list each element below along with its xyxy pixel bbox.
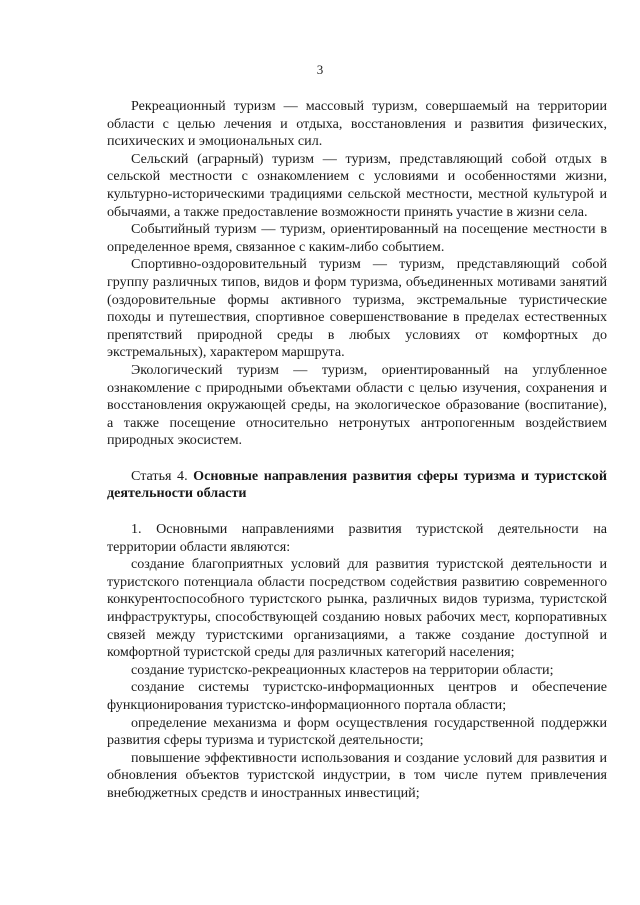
definition-ecological-tourism: Экологический туризм — туризм, ориентированный на углубленное ознакомление с природными объектами области с целью изучения, сохранения и восстановления окружающей среды, на экологическое образование (воспитание), а также посещение относительно нетронутых антропогенным воздействием природных экосистем. [107,361,607,449]
article-title: Основные направления развития сферы туризма и туристской деятельности области [107,467,607,502]
section-intro: 1. Основными направлениями развития туристской деятельности на территории области являются: [107,521,607,555]
list-item: повышение эффективности использования и создание условий для развития и обновления объектов туристской индустрии, в том числе путем привлечения внебюджетных средств и иностранных инвестиций; [107,749,607,801]
list-item: создание туристско-рекреационных кластеров на территории области; [131,661,554,678]
definition-rural-tourism: Сельский (аграрный) туризм — туризм, представляющий собой отдых в сельской местности с ознакомлением с условиями и особенностями жизни, культурно-историческими традициями сельской местности, местной культурой и обычаями, а также предоставление возможности принять участие в жизни села. [107,150,607,220]
list-item: создание системы туристско-информационных центров и обеспечение функционирования туристско-информационного портала области; [107,679,607,713]
definition-event-tourism: Событийный туризм — туризм, ориентированный на посещение местности в определенное время, связанное с каким-либо событием. [107,221,607,255]
page-body [107,98,607,803]
definition-sports-tourism: Спортивно-оздоровительный туризм — туризм, представляющий собой группу различных типов, видов и форм туризма, объединенных мотивами занятий (оздоровительные формы активного туризма, экстремальные туристические походы и путешествия, спортивное совершенствование в пределах естественных препятствий природной среды в любых условиях от комфортных до экстремальных), характером маршрута. [107,256,607,361]
article-label: Статья 4. [131,467,188,484]
page-number: 3 [316,62,324,77]
article-heading [107,468,607,503]
list-item: создание благоприятных условий для развития туристской деятельности и туристского потенциала области посредством содействия развитию современного конкурентоспособного туристского рынка, различных видов туризма, туристской инфраструктуры, способствующей созданию новых рабочих мест, корпоративных связей между туристскими организациями, а также создание доступной и комфортной туристской среды для различных категорий населения; [107,556,607,661]
list-item: определение механизма и форм осуществления государственной поддержки развития сферы туризма и туристской деятельности; [107,714,607,749]
definition-recreational-tourism: Рекреационный туризм — массовый туризм, совершаемый на территории области с целью лечения и отдыха, восстановления и развития физических, психических и эмоциональных сил. [107,98,607,150]
